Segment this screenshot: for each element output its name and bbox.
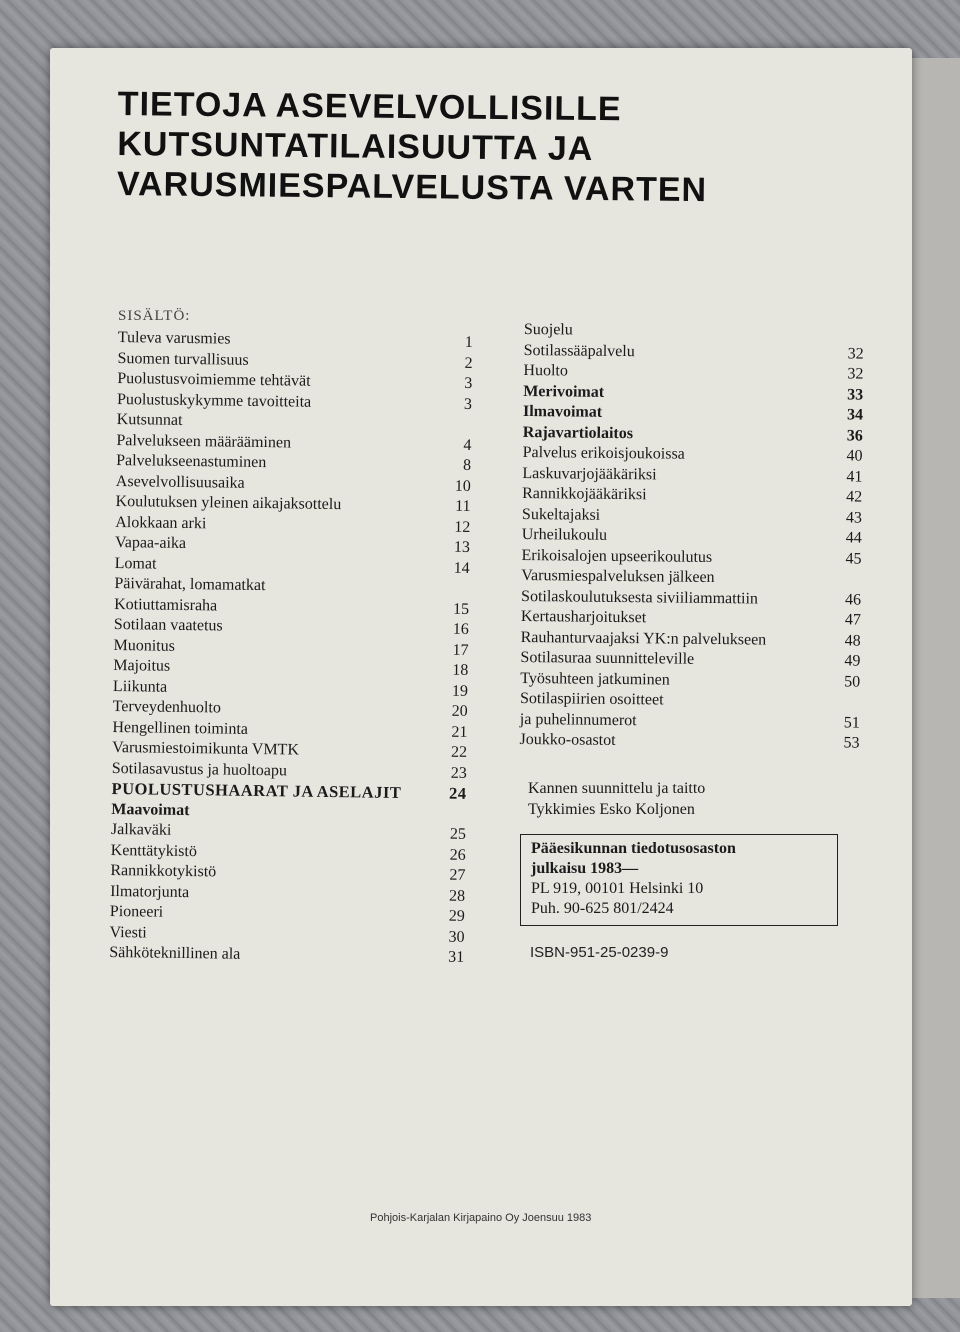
toc-entry-page: 21 [451,723,468,741]
toc-entry-page: 30 [448,928,465,946]
toc-entry-title: Ilmavoimat [522,402,603,421]
toc-entry-page: 47 [844,611,861,629]
toc-entry-title: Koulutuksen yleinen aikajaksottelu [115,492,342,514]
toc-entry [519,730,859,754]
toc-entry-page: 32 [847,365,864,383]
toc-entry-title: Laskuvarjojääkäriksi [522,464,657,483]
toc-entry-page: 22 [450,743,468,761]
toc-entry-page: 34 [846,406,864,424]
toc-entry-title: PUOLUSTUSHAARAT JA ASELAJIT [111,778,402,803]
toc-entry-title: Palvelukseenastuminen [116,451,267,472]
toc-entry-page: 41 [846,467,863,486]
toc-entry-title: Majoitus [113,656,171,675]
toc-entry-page: 40 [846,447,863,465]
toc-entry-title: Sotilaskoulutuksesta siviiliammattiin [521,587,759,607]
toc-entry-page [436,804,466,825]
toc-entry-page: 14 [453,559,470,577]
toc-entry-page: 44 [845,529,862,547]
toc-entry-title: Alokkaan arki [115,513,207,532]
toc-entry-title: Rauhanturvaajaksi YK:n palvelukseen [520,628,767,649]
toc-entry-page: 46 [845,590,862,609]
toc-entry-page: 23 [450,764,467,782]
toc-entry-page: 24 [448,783,467,803]
toc-entry-page: 29 [448,907,465,925]
toc-entry-title: Sotilaan vaatetus [113,615,223,635]
toc-entry-page: 4 [463,436,472,454]
title-line-3: VARUSMIESPALVELUSTA VARTEN [116,164,708,210]
toc-entry-title: Kenttätykistö [110,841,198,860]
toc-entry-title: Palvelukseen määrääminen [116,431,292,451]
toc-entry-page [830,692,860,713]
toc-entry-title: Erikoisalojen upseerikoulutus [521,546,713,566]
toc-entry-title: Palvelus erikoisjoukoissa [522,443,685,463]
publisher-box [520,834,838,926]
toc-entry-title: Päivärahat, lomamatkat [114,574,266,595]
toc-entry-title: Vapaa-aika [114,533,187,552]
cover-credits [528,778,705,820]
toc-entry-title: Varusmiespalveluksen jälkeen [521,566,715,587]
toc-entry-title: Hengellinen toiminta [112,718,249,738]
adjacent-page-edge [904,58,960,1298]
page-title [117,84,838,212]
toc-heading: SISÄLTÖ: [118,308,191,324]
toc-entry [524,340,864,364]
title-line-1: TIETOJA ASEVELVOLLISILLE [117,84,622,129]
toc-entry-title: Suomen turvallisuus [117,349,249,369]
toc-entry-title: Tuleva varusmies [117,328,231,348]
toc-entry-page: 15 [452,600,470,618]
toc-entry-title: Kertausharjoitukset [520,607,647,627]
toc-entry-title: Ilmatorjunta [110,882,190,901]
toc-entry-page: 2 [464,354,473,372]
toc-entry-title: Asevelvollisuusaika [115,472,245,492]
toc-entry-title: Kotiuttamisraha [114,595,218,614]
title-line-2: KUTSUNTATILAISUUTTA JA [117,124,594,168]
toc-entry-page: 3 [463,395,473,413]
toc-entry-page: 8 [462,456,472,474]
toc-entry-page: 25 [449,825,467,843]
toc-entry-title: Sotilaspiirien osoitteet [519,689,664,709]
toc-entry-page: 48 [844,631,861,650]
toc-entry-page [834,323,864,344]
toc-entry-title: Sotilassääpalvelu [523,341,635,360]
toc-entry-page: 28 [448,887,466,905]
toc-entry-page: 18 [452,661,469,679]
toc-right-column [519,320,863,754]
toc-entry-page: 53 [843,734,860,752]
toc-entry-title: Joukko-osastot [519,730,616,749]
toc-entry-title: Rannikkotykistö [110,861,217,881]
toc-entry-title: Merivoimat [523,382,605,401]
toc-entry-page [442,415,472,436]
toc-entry-page: 31 [448,948,465,966]
toc-entry-title: Puolustusvoimiemme tehtävät [117,369,311,390]
toc-entry-page: 26 [449,846,466,864]
toc-entry-title: Sotilasuraa suunnitteleville [520,648,695,668]
toc-entry-page: 27 [449,866,466,884]
toc-entry-title: Huolto [523,361,569,380]
toc-entry-title: Sotilasavustus ja huoltoapu [111,759,288,779]
toc-entry-page: 1 [464,333,473,351]
toc-entry-title: ja puhelinnumerot [519,710,637,729]
toc-entry-page [439,579,469,600]
toc-entry-title: Muonitus [113,636,176,655]
toc-entry-page: 51 [843,713,860,732]
toc-entry-page: 42 [846,488,863,506]
toc-entry-page: 50 [844,672,861,691]
publisher-line-3: PL 919, 00101 Helsinki 10 [531,880,704,897]
toc-left-column [109,328,473,968]
toc-entry-page: 16 [452,620,469,638]
publisher-line-1: Pääesikunnan tiedotusosaston [531,840,736,857]
toc-entry-page: 20 [451,702,468,720]
toc-entry-title: Sähköteknillinen ala [109,943,241,963]
toc-entry-page: 12 [454,518,471,536]
printer-credit: Pohjois-Karjalan Kirjapaino Oy Joensuu 1983 [370,1212,592,1224]
toc-entry-title: Kutsunnat [116,410,183,429]
toc-entry-page: 32 [847,344,864,363]
toc-entry-page: 49 [844,652,861,670]
toc-entry-page: 19 [451,682,469,700]
toc-entry-page: 43 [845,508,863,527]
toc-entry-title: Puolustuskykymme tavoitteita [116,390,312,411]
toc-entry-page: 17 [452,641,469,659]
toc-entry-title: Suojelu [523,320,573,339]
toc-entry-page: 36 [846,426,863,445]
publisher-line-4: Puh. 90-625 801/2424 [531,900,674,917]
toc-entry-title: Maavoimat [111,800,190,819]
credits-line-2: Tykkimies Esko Koljonen [528,801,695,818]
publisher-line-2: julkaisu 1983— [531,860,639,877]
toc-entry-title: Rajavartiolaitos [522,423,634,442]
toc-entry-title: Pioneeri [109,902,164,921]
toc-entry-page: 11 [455,497,471,515]
toc-entry-title: Viesti [109,923,147,941]
credits-line-1: Kannen suunnittelu ja taitto [528,780,706,797]
toc-entry-page: 3 [464,374,473,392]
toc-entry-title: Urheilukoulu [521,525,608,544]
toc-entry-page: 13 [453,538,471,556]
toc-entry-page [831,569,861,590]
toc-entry-page: 10 [454,477,471,495]
toc-entry-title: Työsuhteen jatkuminen [520,669,670,689]
toc-entry-title: Liikunta [112,677,168,696]
toc-entry-page: 45 [845,549,862,568]
toc-entry-title: Terveydenhuolto [112,697,222,717]
toc-entry-page: 33 [847,385,864,404]
toc-entry-title: Jalkaväki [110,820,172,839]
toc-entry-title: Sukeltajaksi [521,505,601,524]
toc-entry-title: Rannikkojääkäriksi [522,484,647,504]
isbn: ISBN-951-25-0239-9 [530,944,669,961]
toc-entry-title: Lomat [114,554,157,573]
toc-entry-title: Varusmiestoimikunta VMTK [112,738,300,759]
